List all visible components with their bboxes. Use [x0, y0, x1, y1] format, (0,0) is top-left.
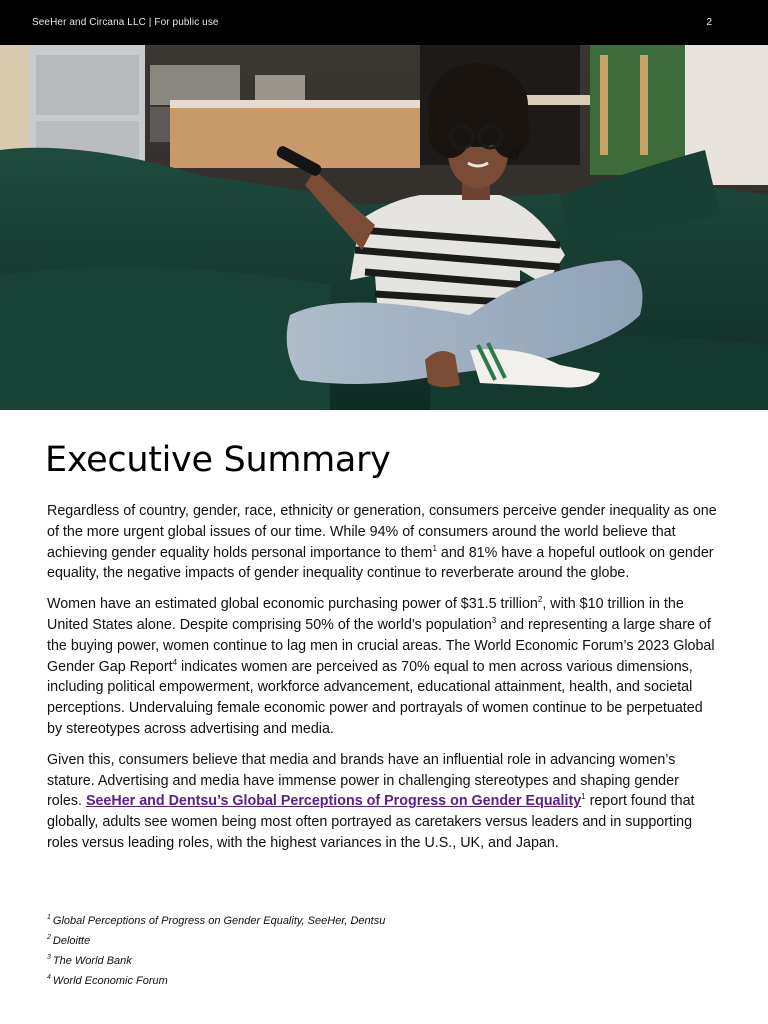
- footnote-text: World Economic Forum: [52, 975, 168, 987]
- footnote-1: [47, 913, 547, 933]
- footnote-text: Global Perceptions of Progress on Gender Equality, SeeHer, Dentsu: [52, 915, 386, 927]
- footnote-ref-1-second: 1: [581, 792, 586, 802]
- footnote-ref-4: 4: [172, 657, 178, 667]
- paragraph-3-b: report found that globally, adults see women being most often portrayed as caretakers versus leaders and in supporting roles versus leading roles, with the highest variances in the U.S., UK, and Japan.: [47, 793, 695, 851]
- footnote-number: 4: [47, 974, 51, 982]
- footnote-3: [47, 953, 547, 973]
- page-number: 2: [706, 17, 712, 28]
- paragraph-3-a: Given this, consumers believe that media and brands have an influential role in advancing women’s stature. Advertising and media have immense power in challenging stereotypes and shaping gender roles.: [47, 751, 679, 810]
- page-header: [0, 0, 768, 45]
- paragraph-2-d: indicates women are perceived as 70% equal to men across various dimensions, including political empowerment, workforce advancement, educational attainment, health, and societal perceptions. Undervaluing female economic power and portrayals of women continue to be perpetuated by stereotypes across advertising and media.: [47, 658, 703, 737]
- footnote-text: The World Bank: [52, 955, 132, 967]
- hero-image: [0, 45, 768, 410]
- footnote-ref-2: 2: [537, 595, 543, 605]
- footnotes: [47, 913, 547, 993]
- paragraph-1-text: Regardless of country, gender, race, ethnicity or generation, consumers perceive gender inequality as one of the more urgent global issues of our time. While 94% of consumers around the world believe that achieving gender equality holds personal importance to them: [47, 503, 717, 561]
- paragraph-2-b: , with $10 trillion in the United States alone. Despite comprising 50% of the world’s population: [47, 596, 684, 633]
- hero-photo-illustration: [0, 45, 768, 410]
- header-source-text: SeeHer and Circana LLC | For public use: [32, 17, 219, 28]
- paragraph-1: [47, 501, 717, 584]
- footnote-ref-3: 3: [491, 616, 497, 626]
- footnote-number: 2: [47, 934, 51, 942]
- paragraph-2: [47, 594, 717, 740]
- paragraph-3: [47, 750, 717, 854]
- footnote-ref-1: 1: [432, 543, 437, 553]
- report-link[interactable]: SeeHer and Dentsu’s Global Perceptions of Progress on Gender Equality: [85, 793, 582, 810]
- paragraph-1-end: and 81% have a hopeful outlook on gender equality, the negative impacts of gender inequality continue to reverberate around the globe.: [47, 544, 714, 582]
- footnote-4: [47, 973, 547, 993]
- page-title: Executive Summary: [45, 440, 391, 480]
- paragraph-2-a: Women have an estimated global economic purchasing power of $31.5 trillion: [47, 596, 538, 613]
- paragraph-2-c: and representing a large share of the buying power, women continue to lag men in crucial areas. The World Economic Forum’s 2023 Global Gender Gap Report: [47, 616, 715, 675]
- footnote-text: Deloitte: [52, 935, 91, 947]
- footnote-number: 3: [47, 954, 51, 962]
- footnote-number: 1: [47, 914, 51, 922]
- summary-body: [47, 501, 717, 864]
- footnote-2: [47, 933, 547, 953]
